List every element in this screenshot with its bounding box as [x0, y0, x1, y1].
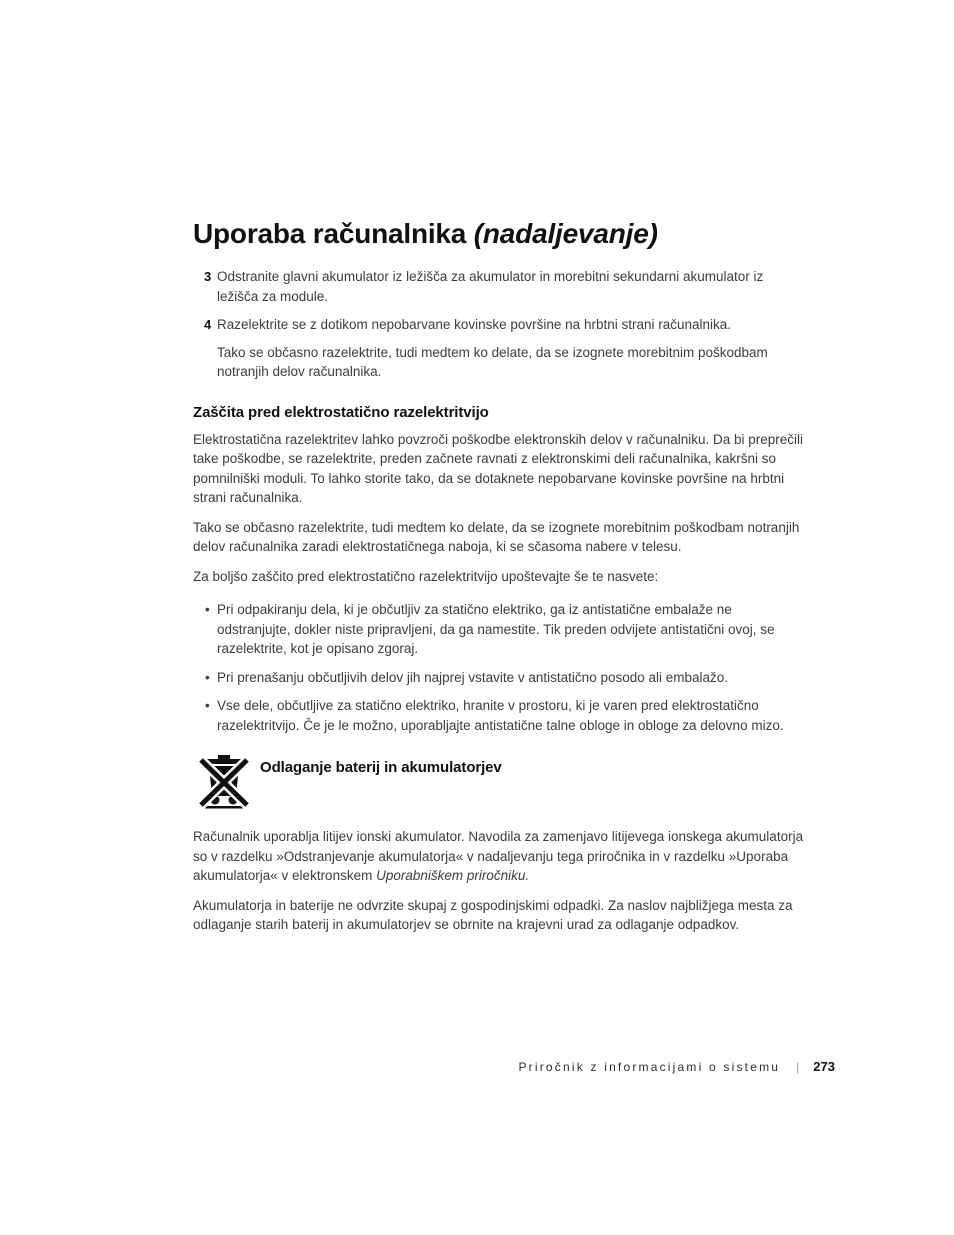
page-content [193, 218, 805, 945]
bullet-text: Vse dele, občutljive za statično elektriko, hranite v prostoru, ki je varen pred elektrostatično razelektritvijo. Če je le možno, uporabljajte antistatične talne obloge in obloge za delovno mizo. [217, 698, 784, 733]
disposal-section-header [193, 751, 805, 811]
footer-title: Priročnik z informacijami o sistemu [518, 1059, 781, 1074]
step-text: Odstranite glavni akumulator iz ležišča za akumulator in morebitni sekundarni akumulator iz ležišča za module. [217, 269, 764, 304]
step-item [193, 267, 805, 306]
footer [518, 1059, 835, 1074]
paragraph [193, 827, 805, 886]
section-heading-disposal: Odlaganje baterij in akumulatorjev [260, 759, 502, 776]
bullet-marker: • [205, 669, 210, 685]
step-number: 4 [204, 317, 212, 332]
paragraph: Tako se občasno razelektrite, tudi medtem ko delate, da se izognete morebitnim poškodbam notranjih delov računalnika zaradi elektrostatičnega naboja, ki se sčasoma nabere v telesu. [193, 519, 800, 554]
battery-disposal-icon [199, 751, 249, 811]
bullet-marker: • [205, 602, 210, 617]
bullet-item [193, 600, 805, 659]
footer-separator: | [796, 1059, 800, 1074]
bullet-text: Pri prenašanju občutljivih delov jih najprej vstavite v antistatično posodo ali embalažo. [217, 669, 729, 685]
paragraph: Akumulatorja in baterije ne odvrzite skupaj z gospodinjskimi odpadki. Za naslov najbližjega mesta za odlaganje starih baterij in akumulatorjev se obrnite na krajevni urad za odlaganje odpadkov. [193, 897, 793, 932]
bullet-item [193, 668, 805, 688]
bullet-item [193, 696, 805, 735]
step-followup: Tako se občasno razelektrite, tudi medtem ko delate, da se izognete morebitnim poškodbam notranjih delov računalnika. [217, 344, 768, 379]
bullet-text: Pri odpakiranju dela, ki je občutljiv za statično elektriko, ga iz antistatične embalaže ne odstranjujte, dokler niste pripravljeni, da ga namestite. Tik preden odvijete antistatični ovoj, se razelektrite, kot je opisano zgoraj. [217, 602, 775, 656]
bullet-list [193, 600, 805, 735]
page-title-main: Uporaba računalnika [193, 218, 474, 249]
bullet-marker: • [205, 698, 210, 713]
disposal-paragraph-italic: Uporabniškem priročniku. [376, 868, 530, 883]
page-title [193, 218, 805, 250]
step-item [193, 315, 805, 382]
footer-page-number: 273 [813, 1059, 835, 1074]
page-title-continuation: (nadaljevanje) [473, 218, 658, 249]
steps-list [193, 267, 805, 382]
paragraph: Elektrostatična razelektritev lahko povzroči poškodbe elektronskih delov v računalniku. Da bi preprečili take poškodbe, se razelektrite, preden začnete ravnati z elektronskimi deli računalnika, kakršni so pomnilniški moduli. To lahko storite tako, da se dotaknete nepobarvane kovinske površine na hrbtni strani računalnika. [193, 431, 804, 505]
disposal-paragraph-normal: Računalnik uporablja litijev ionski akumulator. Navodila za zamenjavo litijevega ionskega akumulatorja so v razdelku »Odstranjevanje akumulatorja« v nadaljevanju tega priročnika in v razdelku »Uporaba akumulatorja« v elektronskem [193, 829, 804, 883]
paragraph: Za boljšo zaščito pred elektrostatično razelektritvijo upoštevajte še te nasvete: [193, 568, 659, 584]
section-heading-esd: Zaščita pred elektrostatično razelektritvijo [193, 403, 489, 421]
step-text: Razelektrite se z dotikom nepobarvane kovinske površine na hrbtni strani računalnika. [217, 317, 732, 332]
step-number: 3 [204, 269, 212, 284]
